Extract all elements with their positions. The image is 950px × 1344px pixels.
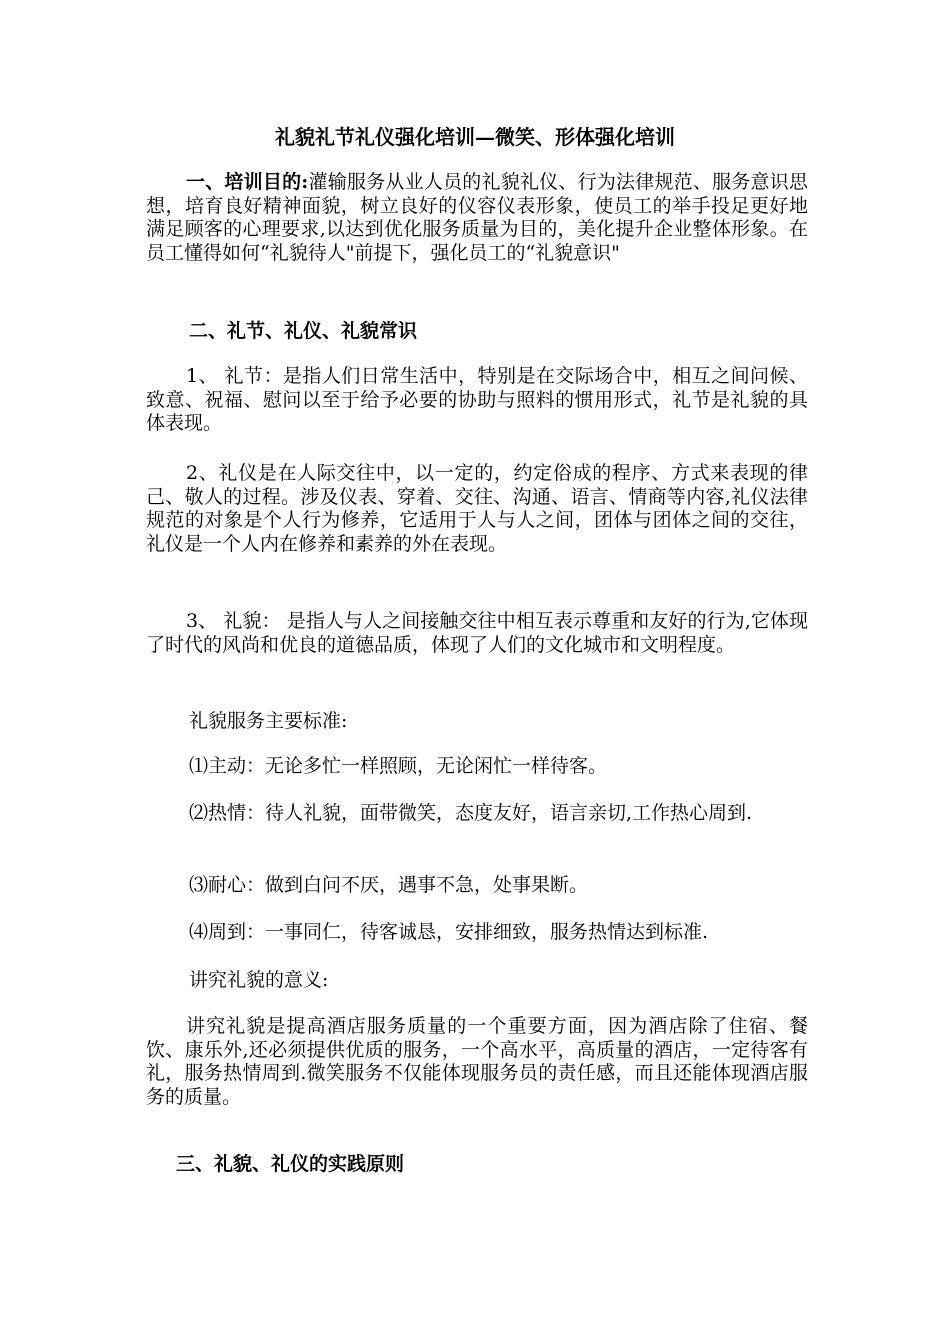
section3-heading: 三、礼貌、礼仪的实践原则	[176, 1153, 405, 1175]
section2-heading: 二、礼节、礼仪、礼貌常识	[189, 320, 418, 342]
training-purpose-heading: 一、培训目的:	[186, 171, 309, 193]
standard-label: ⑶耐心：	[189, 874, 266, 896]
standard-text: 无论多忙一样照顾，无论闲忙一样待客。	[265, 755, 608, 777]
standard-text: 一事同仁，待客诚恳，安排细致，服务热情达到标准.	[265, 921, 709, 943]
standard-item	[189, 801, 814, 825]
courtesy-meaning-heading: 讲究礼貌的意义:	[189, 969, 329, 991]
standard-item	[189, 754, 814, 778]
standard-label: ⑵热情：	[189, 802, 266, 824]
courtesy-meaning-paragraph: 讲究礼貌是提高酒店服务质量的一个重要方面，因为酒店除了住宿、餐饮、康乐外,还必须提供优质的服务，一个高水平，高质量的酒店，一定待客有礼，服务热情周到.微笑服务不仅能体现服务员的责任感，而且还能体现酒店服务的质量。	[146, 1015, 808, 1108]
training-purpose-paragraph	[146, 171, 808, 265]
service-standards-heading: 礼貌服务主要标准:	[189, 710, 348, 732]
standard-text: 待人礼貌，面带微笑，态度友好，语言亲切,工作热心周到.	[265, 802, 753, 824]
standard-text: 做到白问不厌，遇事不急，处事果断。	[265, 874, 589, 896]
etiquette-definition-paragraph: 1、 礼节：是指人们日常生活中，特别是在交际场合中，相互之间问候、致意、祝福、慰问以至于给予必要的协助与照料的惯用形式，礼节是礼貌的具体表现。	[146, 365, 808, 434]
ceremony-definition-paragraph: 2、礼仪是在人际交往中，以一定的，约定俗成的程序、方式来表现的律己、敬人的过程。涉及仪表、穿着、交往、沟通、语言、情商等内容,礼仪法律规范的对象是个人行为修养，它适用于人与人之间，团体与团体之间的交往，礼仪是一个人内在修养和素养的外在表现。	[146, 462, 808, 555]
courtesy-definition-paragraph: 3、 礼貌： 是指人与人之间接触交往中相互表示尊重和友好的行为,它体现了时代的风尚和优良的道德品质，体现了人们的文化城市和文明程度。	[146, 610, 808, 656]
standard-label: ⑷周到：	[189, 921, 266, 943]
standard-label: ⑴主动：	[189, 755, 266, 777]
standard-item	[189, 920, 814, 944]
training-purpose-text: 灌输服务从业人员的礼貌礼仪、行为法律规范、服务意识思想，培育良好精神面貌，树立良好的仪容仪表形象，使员工的举手投足更好地满足顾客的心理要求,以达到优化服务质量为目的，美化提升企业整体形象。在员工懂得如何“礼貌待人"前提下，强化员工的“礼貌意识"	[146, 171, 808, 264]
document-title: 礼貌礼节礼仪强化培训—微笑、形体强化培训	[275, 125, 675, 149]
standard-item	[189, 873, 814, 897]
